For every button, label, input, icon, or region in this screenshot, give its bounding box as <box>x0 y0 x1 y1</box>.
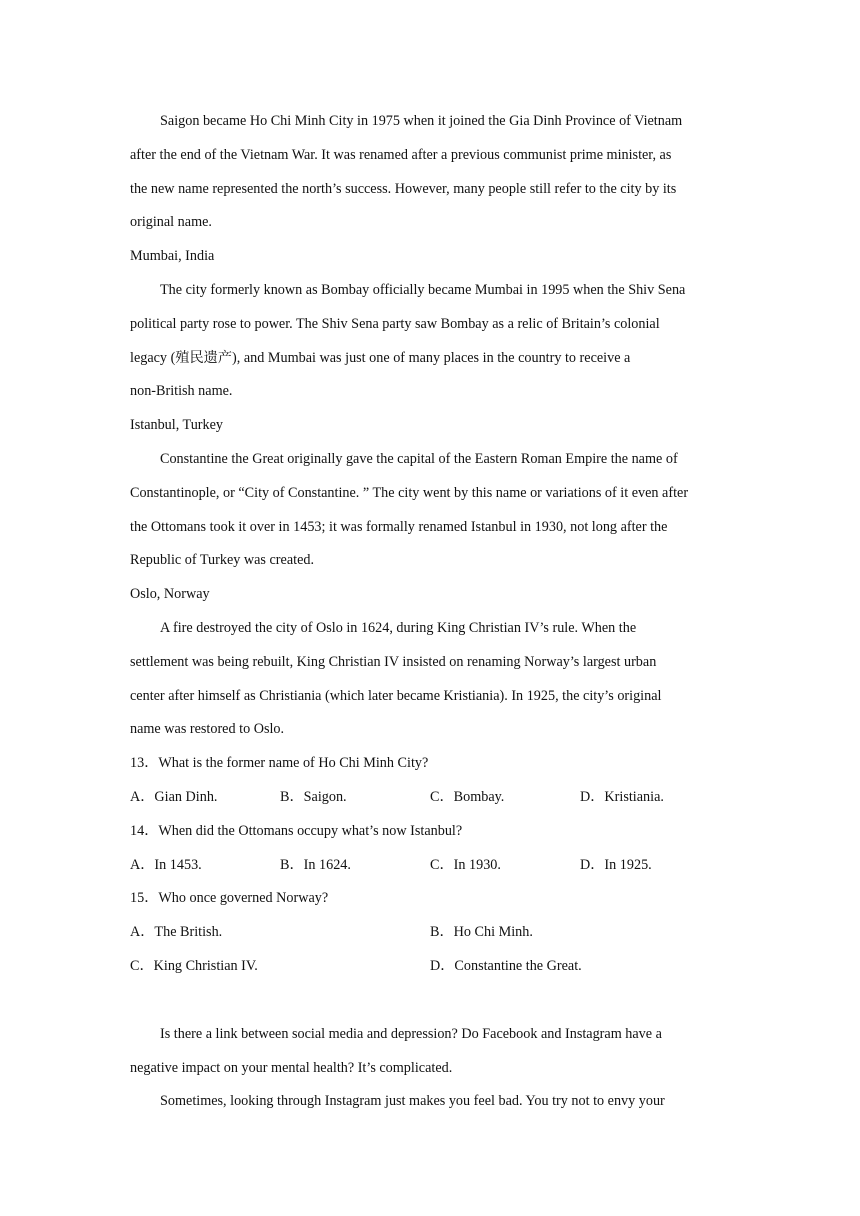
social-media-paragraph-1 <box>130 1018 730 1086</box>
text-line: non-British name. <box>130 383 233 400</box>
text-line: Sometimes, looking through Instagram just makes you feel bad. You try not to envy your <box>160 1093 665 1110</box>
question-14-options <box>130 849 730 883</box>
text-line: the Ottomans took it over in 1453; it was formally renamed Istanbul in 1930, not long after the <box>130 518 668 535</box>
text-line: The city formerly known as Bombay officially became Mumbai in 1995 when the Shiv Sena <box>160 281 686 298</box>
text-line: the new name represented the north’s success. However, many people still refer to the city by its <box>130 180 677 197</box>
text-line: settlement was being rebuilt, King Christian IV insisted on renaming Norway’s largest urban <box>130 653 657 670</box>
option-a: A．In 1453. <box>130 856 202 873</box>
text-line: name was restored to Oslo. <box>130 721 285 738</box>
question-14: 14．When did the Ottomans occupy what’s now Istanbul? <box>130 822 463 839</box>
option-b: B．In 1624. <box>280 856 351 873</box>
text-line: Saigon became Ho Chi Minh City in 1975 when it joined the Gia Dinh Province of Vietnam <box>160 113 683 129</box>
social-media-paragraph-2 <box>130 1085 730 1119</box>
text-line: center after himself as Christiania (which later became Kristiania). In 1925, the city’s original <box>130 687 662 704</box>
section-heading-istanbul: Istanbul, Turkey <box>130 417 224 434</box>
text-line: Constantinople, or “City of Constantine. ” The city went by this name or variations of it even after <box>130 484 689 501</box>
section-gap <box>130 984 730 1018</box>
question-13: 13．What is the former name of Ho Chi Minh City? <box>130 755 429 772</box>
text-line: Is there a link between social media and depression? Do Facebook and Instagram have a <box>160 1025 662 1042</box>
document-page <box>130 105 730 1119</box>
option-b: B．Ho Chi Minh. <box>430 924 533 941</box>
mumbai-paragraph <box>130 274 730 409</box>
text-line: political party rose to power. The Shiv Sena party saw Bombay as a relic of Britain’s colonial <box>130 315 660 332</box>
text-line: Republic of Turkey was created. <box>130 552 315 569</box>
option-b: B．Saigon. <box>280 788 347 805</box>
option-d: D．In 1925. <box>580 856 652 873</box>
option-a: A．The British. <box>130 924 223 941</box>
option-c: C．Bombay. <box>430 788 505 805</box>
option-c: C．King Christian IV. <box>130 957 258 974</box>
question-13-options <box>130 781 730 815</box>
question-15-options-row2 <box>130 950 730 984</box>
option-a: A．Gian Dinh. <box>130 788 218 805</box>
section-heading-oslo: Oslo, Norway <box>130 586 210 603</box>
oslo-paragraph <box>130 612 730 747</box>
question-15-options-row1 <box>130 916 730 950</box>
text-line: negative impact on your mental health? It’s complicated. <box>130 1059 453 1076</box>
question-15: 15．Who once governed Norway? <box>130 890 329 907</box>
istanbul-paragraph <box>130 443 730 578</box>
option-d: D．Constantine the Great. <box>430 957 582 974</box>
text-line: after the end of the Vietnam War. It was renamed after a previous communist prime minister, as <box>130 146 672 163</box>
saigon-paragraph <box>130 105 730 240</box>
text-line: original name. <box>130 214 212 231</box>
text-line: Constantine the Great originally gave the capital of the Eastern Roman Empire the name of <box>160 450 678 467</box>
option-c: C．In 1930. <box>430 856 501 873</box>
text-line: legacy (殖民遗产), and Mumbai was just one of many places in the country to receive a <box>130 349 631 366</box>
option-d: D．Kristiania. <box>580 788 664 805</box>
section-heading-mumbai: Mumbai, India <box>130 248 215 265</box>
text-line: A fire destroyed the city of Oslo in 1624, during King Christian IV’s rule. When the <box>160 619 637 636</box>
